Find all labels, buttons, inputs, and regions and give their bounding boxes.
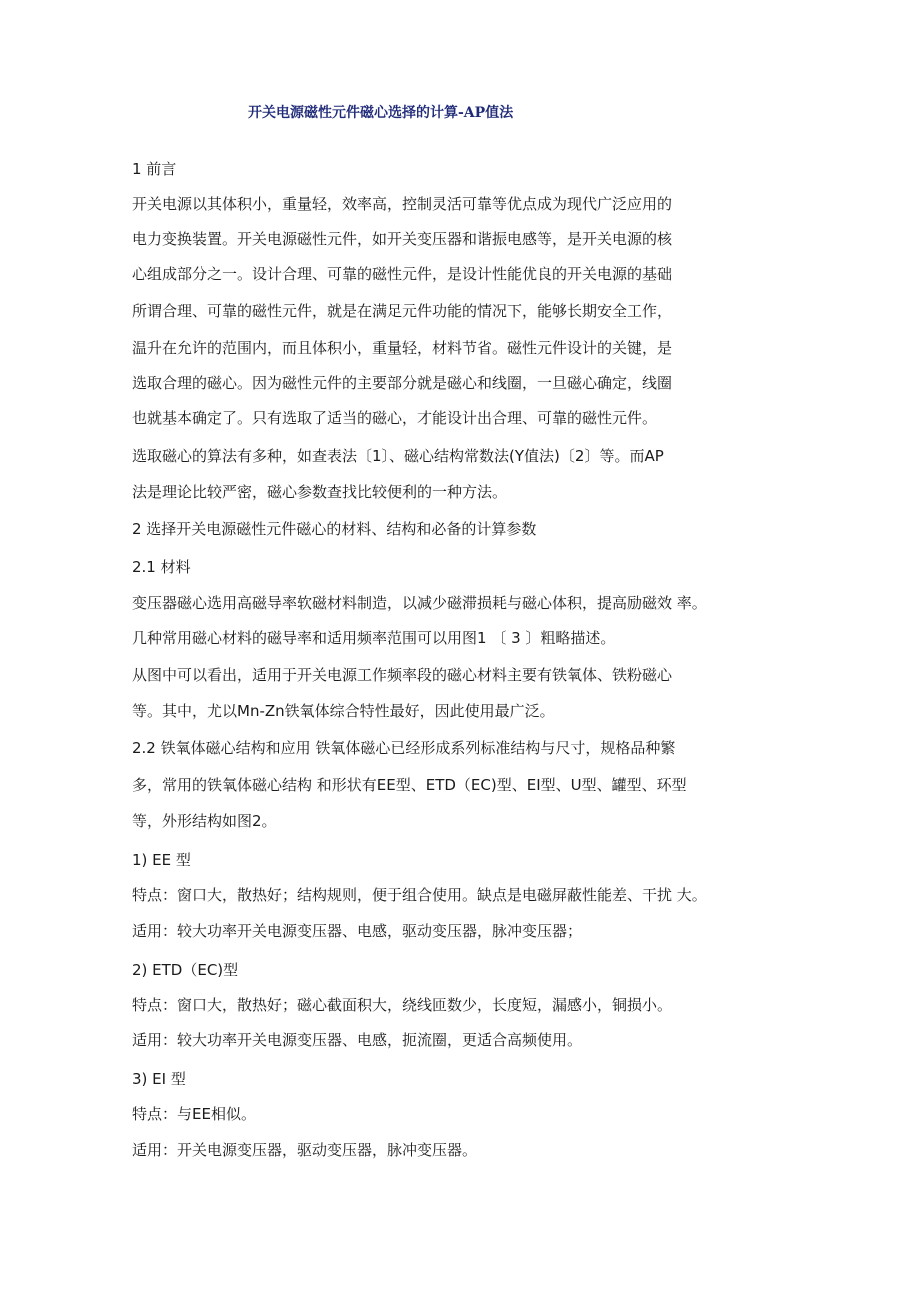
paragraph-line: 法是理论比较严密，磁心参数查找比较便利的一种方法。 (132, 483, 508, 501)
paragraph-line: 特点：与EE相似。 (132, 1105, 256, 1123)
paragraph-line: 特点：窗口大，散热好；磁心截面积大，绕线匝数少，长度短，漏感小，铜损小。 (132, 996, 673, 1014)
section-heading-intro: 1 前言 (132, 160, 177, 178)
list-heading: 3) EI 型 (132, 1070, 186, 1088)
paragraph-line: 选取合理的磁心。因为磁性元件的主要部分就是磁心和线圈，一旦磁心确定，线圈 (132, 374, 673, 392)
paragraph-line: 心组成部分之一。设计合理、可靠的磁性元件，是设计性能优良的开关电源的基础 (132, 265, 673, 283)
paragraph-line: 从图中可以看出，适用于开关电源工作频率段的磁心材料主要有铁氧体、铁粉磁心 (132, 666, 673, 684)
paragraph-line: 开关电源以其体积小，重量轻，效率高，控制灵活可靠等优点成为现代广泛应用的 (132, 195, 673, 213)
paragraph-line: 变压器磁心选用高磁导率软磁材料制造，以减少磁滞损耗与磁心体积，提高励磁效 率。 (132, 594, 707, 612)
section-heading: 2 选择开关电源磁性元件磁心的材料、结构和必备的计算参数 (132, 520, 537, 538)
paragraph-line: 适用：开关电源变压器，驱动变压器，脉冲变压器。 (132, 1141, 478, 1159)
list-heading: 2) ETD（EC)型 (132, 961, 239, 979)
subsection-heading: 2.1 材料 (132, 558, 191, 576)
paragraph-line: 温升在允许的范围内，而且体积小，重量轻，材料节省。磁性元件设计的关键，是 (132, 339, 673, 357)
paragraph-line: 所谓合理、可靠的磁性元件，就是在满足元件功能的情况下，能够长期安全工作， (132, 302, 673, 320)
paragraph-line: 几种常用磁心材料的磁导率和适用频率范围可以用图1 〔 3 〕粗略描述。 (132, 629, 616, 647)
paragraph-line: 适用：较大功率开关电源变压器、电感，扼流圈，更适合高频使用。 (132, 1031, 583, 1049)
document-title: 开关电源磁性元件磁心选择的计算-AP值法 (248, 105, 514, 121)
paragraph-line: 等，外形结构如图2。 (132, 812, 277, 830)
paragraph-line: 适用：较大功率开关电源变压器、电感，驱动变压器，脉冲变压器； (132, 922, 583, 940)
paragraph-line: 电力变换装置。开关电源磁性元件，如开关变压器和谐振电感等，是开关电源的核 (132, 230, 673, 248)
paragraph-line: 等。其中，尤以Mn-Zn铁氧体综合特性最好，因此使用最广泛。 (132, 702, 555, 720)
list-heading: 1) EE 型 (132, 851, 191, 869)
subsection-heading: 2.2 铁氧体磁心结构和应用 铁氧体磁心已经形成系列标准结构与尺寸，规格品种繁 (132, 739, 676, 757)
paragraph-line: 也就基本确定了。只有选取了适当的磁心，才能设计出合理、可靠的磁性元件。 (132, 409, 658, 427)
paragraph-line: 特点：窗口大，散热好；结构规则，便于组合使用。缺点是电磁屏蔽性能差、干扰 大。 (132, 886, 707, 904)
paragraph-line: 选取磁心的算法有多种，如查表法〔1〕、磁心结构常数法(Y值法)〔2〕等。而AP (132, 447, 664, 465)
paragraph-line: 多，常用的铁氧体磁心结构 和形状有EE型、ETD（EC)型、EI型、U型、罐型、环型 (132, 776, 687, 794)
